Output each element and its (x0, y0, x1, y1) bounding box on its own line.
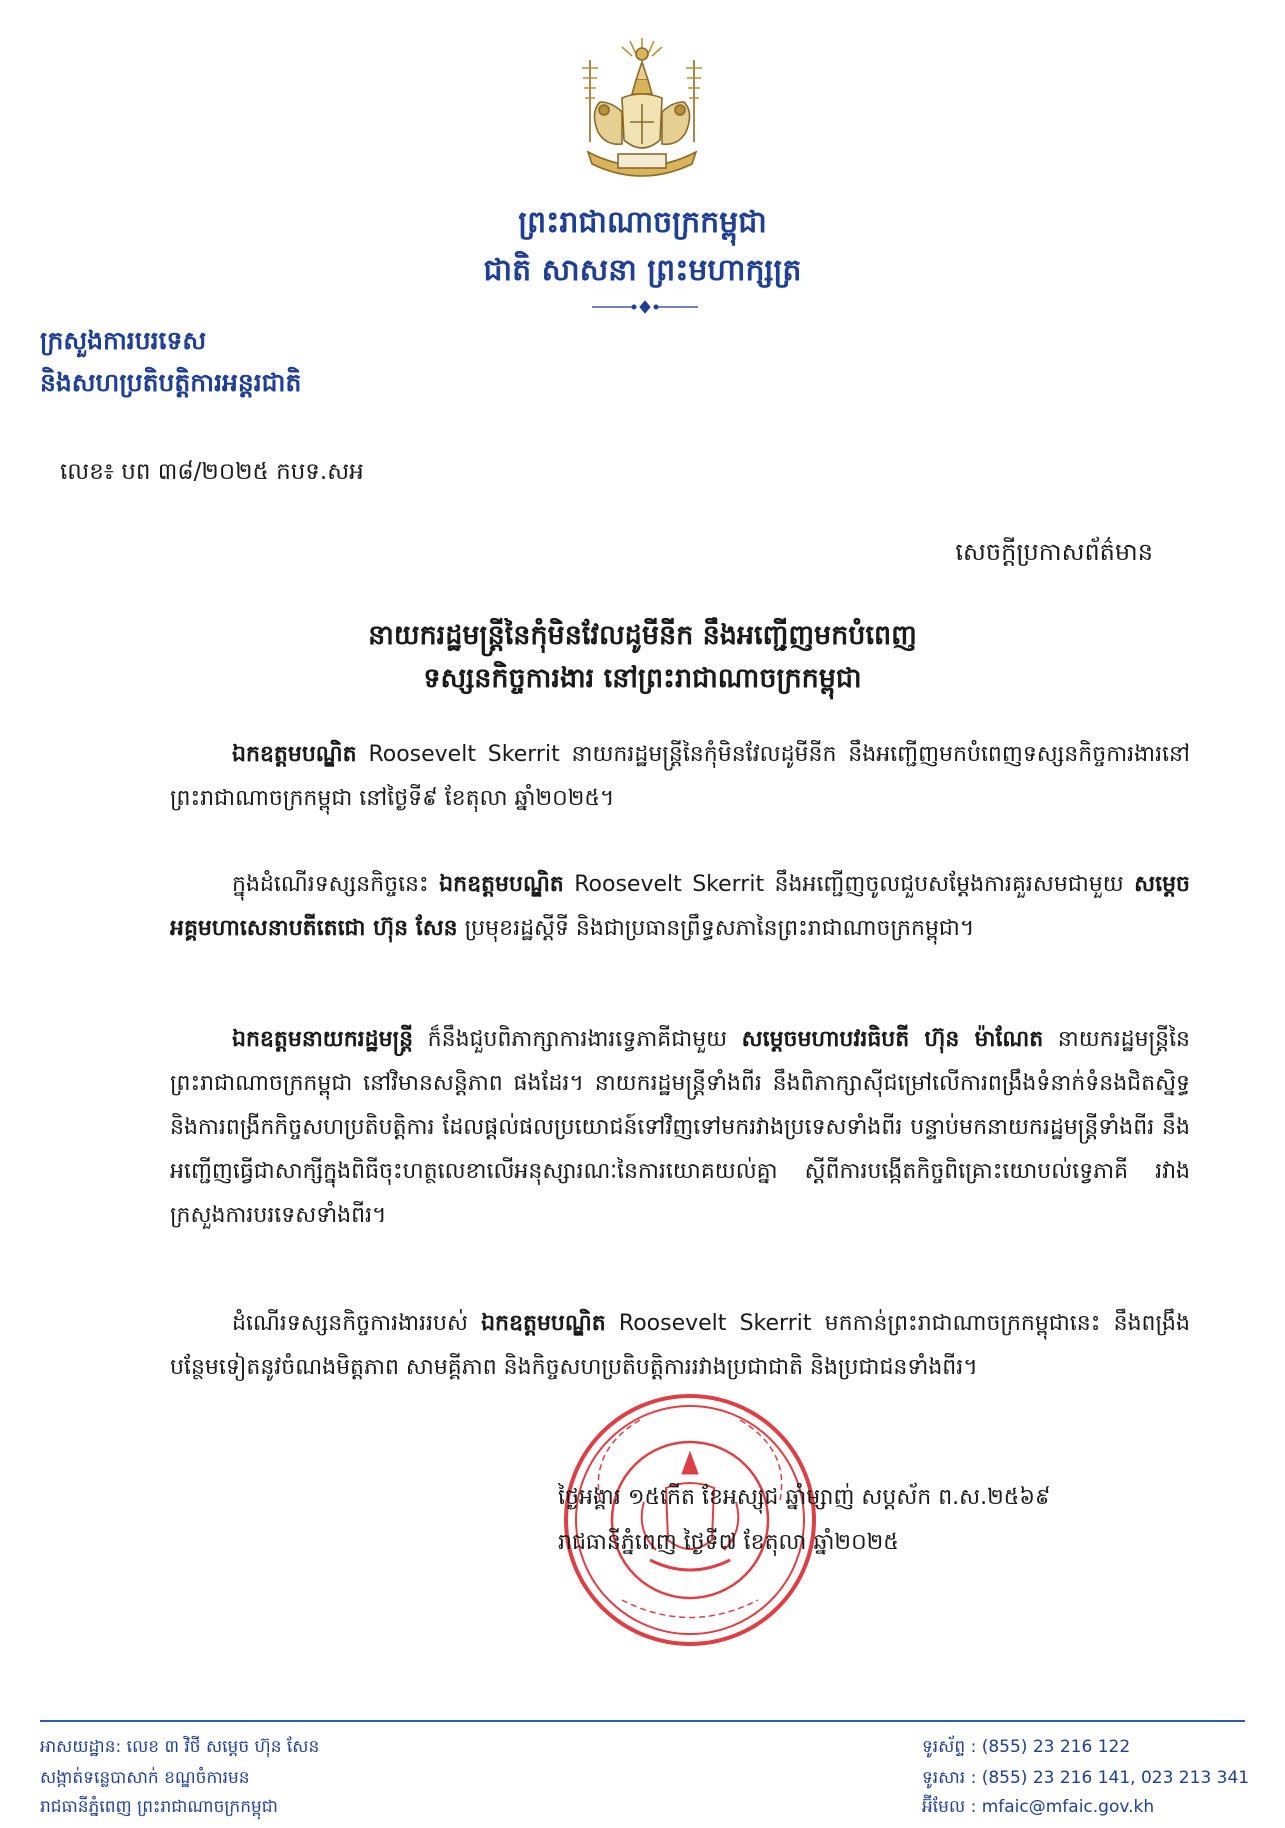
document-type: សេចក្តីប្រកាសព័ត៌មាន (955, 538, 1153, 566)
paragraph-1 (170, 733, 1190, 821)
paragraph-text: ក៏នឹងជួបពិភាក្សាការងារទ្វេភាគីជាមួយ (413, 1027, 742, 1052)
footer-email[interactable]: អ៊ីមែល : mfaic@mfaic.gov.kh (922, 1797, 1155, 1817)
title-line1: នាយករដ្ឋមន្ត្រីនៃកុំមិនវែលដូមីនីក នឹងអញ្ជើញមកបំពេញ (368, 620, 917, 651)
footer-fax: ទូរសារ : (855) 23 216 141, 023 213 341 (922, 1768, 1250, 1788)
paragraph-3 (170, 1018, 1190, 1238)
honorific-name: សម្តេចអគ្គមហាសេនាបតីតេជោ ហ៊ុន សែន (170, 872, 1190, 941)
footer-address-line1: អាសយដ្ឋាន: លេខ ៣ វិថី សម្តេច ហ៊ុន សែន (40, 1737, 320, 1757)
paragraph-text: Roosevelt Skerrit នឹងអញ្ជើញចូលជួបសម្តែងការគួរសមជាមួយ (563, 872, 1135, 897)
paragraph-text: នាយករដ្ឋមន្ត្រីនៃព្រះរាជាណាចក្រកម្ពុជា នៅវិមានសន្តិភាព ផងដែរ។ នាយករដ្ឋមន្ត្រីទាំងពីរ នឹងពិភាក្សាស៊ីជម្រៅលើការពង្រឹងទំនាក់ទំនងជិតស្និទ្ធ និងការពង្រីកកិច្ចសហប្រតិបត្តិការ ដែលផ្តល់ផលប្រយោជន៍ទៅវិញទៅមករវាងប្រទេសទាំងពីរ បន្ទាប់មកនាយករដ្ឋមន្ត្រីទាំងពីរ នឹងអញ្ជើញធ្វើជាសាក្សីក្នុងពិធីចុះហត្ថលេខាលើអនុស្សារណៈនៃការយោគយល់គ្នា ស្តីពីការបង្កើតកិច្ចពិគ្រោះយោបល់ទ្វេភាគី រវាងក្រសួងការបរទេសទាំងពីរ។ (170, 1027, 1191, 1228)
footer-address-line2: សង្កាត់ទន្លេបាសាក់ ខណ្ឌចំការមន (40, 1768, 250, 1788)
ministry-name-line2: និងសហប្រតិបត្តិការអន្តរជាតិ (40, 368, 302, 397)
title-line2: ទស្សនកិច្ចការងារ នៅព្រះរាជាណាចក្រកម្ពុជា (423, 663, 862, 694)
ornament-divider-icon (590, 300, 700, 314)
honorific-name: សម្តេចមហាបវរធិបតី ហ៊ុន ម៉ាណែត (741, 1027, 1044, 1052)
paragraph-text: Roosevelt Skerrit នាយករដ្ឋមន្ត្រីនៃកុំមិនវែលដូមីនីក នឹងអញ្ជើញមកបំពេញទស្សនកិច្ចការងារនៅព្រះរាជាណាចក្រកម្ពុជា នៅថ្ងៃទី៩ ខែតុលា ឆ្នាំ២០២៥។ (170, 742, 1190, 811)
footer-divider (40, 1720, 1245, 1722)
reference-number: លេខ៖ បព ៣៨/២០២៥ កបទ.សអ (60, 459, 364, 485)
footer-address-line3: រាជធានីភ្នំពេញ ព្រះរាជាណាចក្រកម្ពុជា (40, 1797, 278, 1817)
honorific: ឯកឧត្តមនាយករដ្ឋមន្ត្រី (232, 1027, 414, 1052)
paragraph-4 (170, 1302, 1190, 1390)
paragraph-text: Roosevelt Skerrit មកកាន់ព្រះរាជាណាចក្រកម្ពុជានេះ នឹងពង្រឹងបន្ថែមទៀតនូវចំណងមិត្តភាព សាមគ្គីភាព និងកិច្ចសហប្រតិបត្តិការរវាងប្រជាជាតិ និងប្រជាជនទាំងពីរ។ (170, 1311, 1190, 1380)
honorific: ឯកឧត្តមបណ្ឌិត (481, 1311, 606, 1336)
paragraph-text: ក្នុងដំណើរទស្សនកិច្ចនេះ (232, 872, 440, 897)
lunar-date: ថ្ងៃអង្គារ ១៥កើត ខែអស្សុជ ឆ្នាំម្សាញ់ សប្តស័ក ព.ស.២៥៦៩ (558, 1485, 1051, 1510)
ministry-name-line1: ក្រសួងការបរទេស (40, 326, 207, 355)
honorific: ឯកឧត្តមបណ្ឌិត (439, 872, 564, 897)
paragraph-2 (170, 863, 1190, 951)
kingdom-name: ព្រះរាជាណាចក្រកម្ពុជា (518, 205, 767, 240)
national-motto: ជាតិ សាសនា ព្រះមហាក្សត្រ (483, 253, 802, 288)
royal-coat-of-arms-icon (560, 32, 725, 190)
footer-phone: ទូរស័ព្ទ : (855) 23 216 122 (922, 1737, 1131, 1757)
official-seal-stamp-icon (560, 1390, 820, 1650)
paragraph-text: ប្រមុខរដ្ឋស្តីទី និងជាប្រធានព្រឹទ្ធសភានៃព្រះរាជាណាចក្រកម្ពុជា។ (457, 916, 975, 941)
solar-date: រាជធានីភ្នំពេញ ថ្ងៃទី៧ ខែតុលា ឆ្នាំ២០២៥ (558, 1530, 899, 1555)
paragraph-text: ដំណើរទស្សនកិច្ចការងាររបស់ (232, 1311, 482, 1336)
honorific: ឯកឧត្តមបណ្ឌិត (232, 742, 357, 767)
